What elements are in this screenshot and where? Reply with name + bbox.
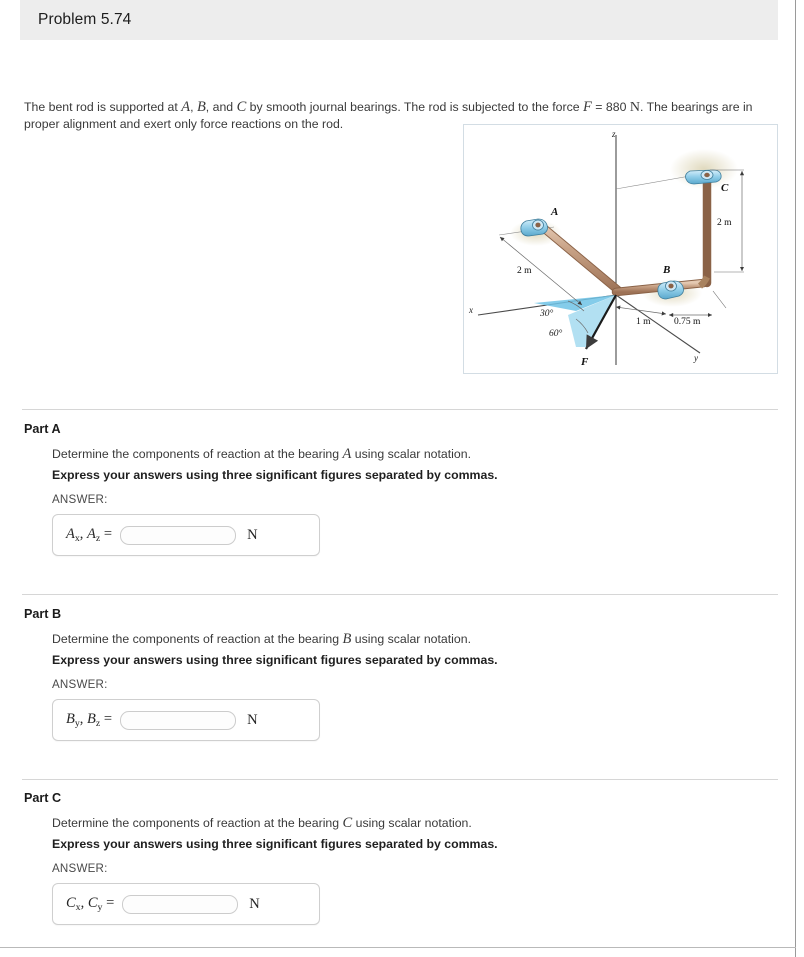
dimension-line-1m (616, 307, 666, 314)
axis-x-label: x (469, 305, 473, 315)
figure-label-a: A (551, 206, 559, 218)
rod-elbow (700, 277, 707, 286)
part-c-unit: N (249, 895, 260, 912)
part-c-instruction: Express your answers using three significant figures separated by commas. (52, 837, 498, 851)
figure-label-f: F (581, 356, 589, 368)
intro-text-5: . The bearings are in proper alignment and exert only force reactions on the rod. (24, 100, 753, 131)
part-a-answer-box (52, 514, 320, 556)
intro-force-unit: N (629, 100, 640, 115)
part-b-title: Part B (24, 607, 62, 621)
part-b-prompt-var: B (342, 631, 352, 647)
part-b-variable-expression: $B_y$, $B_z$ = (66, 711, 113, 729)
intro-text-4: by smooth journal bearings. The rod is subjected to the force (246, 100, 584, 114)
axis-y-label: y (694, 353, 698, 363)
figure-dim-075m: 0.75 m (674, 317, 701, 327)
part-b-prompt-pre: Determine the components of reaction at the bearing (52, 632, 343, 646)
intro-text-3: , and (205, 100, 237, 114)
part-a-title: Part A (24, 422, 61, 436)
intro-var-c: C (236, 99, 247, 115)
part-c-variable-expression: $C_x$, $C_y$ = (66, 895, 115, 913)
divider-part-b (22, 594, 778, 595)
intro-text-1: The bent rod is supported at (24, 100, 182, 114)
intro-var-b: B (196, 99, 206, 115)
problem-figure (463, 124, 778, 374)
intro-text-2: , (190, 100, 197, 114)
part-a-prompt (52, 446, 471, 463)
part-a-instruction: Express your answers using three significant figures separated by commas. (52, 468, 498, 482)
page-bottom-rule (0, 947, 796, 948)
part-b-instruction: Express your answers using three significant figures separated by commas. (52, 653, 498, 667)
part-a-prompt-pre: Determine the components of reaction at the bearing (52, 447, 343, 461)
intro-force-symbol: F (583, 99, 592, 115)
part-a-prompt-post: using scalar notation. (351, 447, 471, 461)
part-b-prompt-post: using scalar notation. (351, 632, 471, 646)
figure-dim-2m-right: 2 m (717, 218, 732, 228)
figure-dim-2m-left: 2 m (517, 266, 532, 276)
part-c-answer-box (52, 883, 320, 925)
part-a-answer-input[interactable] (120, 526, 236, 545)
part-a-variable-expression: $A_x$, $A_z$ = (66, 526, 113, 544)
part-c-prompt-pre: Determine the components of reaction at the bearing (52, 816, 343, 830)
figure-label-b: B (663, 264, 671, 276)
part-c-prompt-post: using scalar notation. (352, 816, 472, 830)
figure-dim-1m: 1 m (636, 317, 651, 327)
figure-label-c: C (721, 182, 729, 194)
part-a-unit: N (247, 526, 258, 543)
part-b-answer-label: ANSWER: (52, 678, 108, 691)
part-c-prompt-var: C (342, 815, 353, 831)
figure-angle-60: 60° (549, 329, 563, 339)
part-c-answer-label: ANSWER: (52, 862, 108, 875)
part-c-title: Part C (24, 791, 62, 805)
intro-var-a: A (181, 99, 191, 115)
part-a-answer-label: ANSWER: (52, 493, 108, 506)
rod-segment-a-fill (540, 225, 619, 291)
axis-z-label: z (612, 129, 616, 139)
part-c-prompt (52, 815, 472, 832)
part-b-unit: N (247, 711, 258, 728)
figure-angle-30: 30° (540, 309, 554, 319)
divider-part-a (22, 409, 778, 410)
bent-rod-diagram (464, 125, 777, 373)
problem-header (20, 0, 778, 40)
part-b-prompt (52, 631, 471, 648)
part-b-answer-input[interactable] (120, 711, 236, 730)
part-b-answer-box (52, 699, 320, 741)
bearing-c (686, 170, 722, 184)
dimension-leader-075 (713, 291, 726, 308)
part-a-prompt-var: A (342, 446, 352, 462)
divider-part-c (22, 779, 778, 780)
page-title: Problem 5.74 (38, 11, 132, 28)
intro-force-value: = 880 (591, 100, 630, 114)
part-c-answer-input[interactable] (122, 895, 238, 914)
bearing-a (521, 219, 548, 236)
